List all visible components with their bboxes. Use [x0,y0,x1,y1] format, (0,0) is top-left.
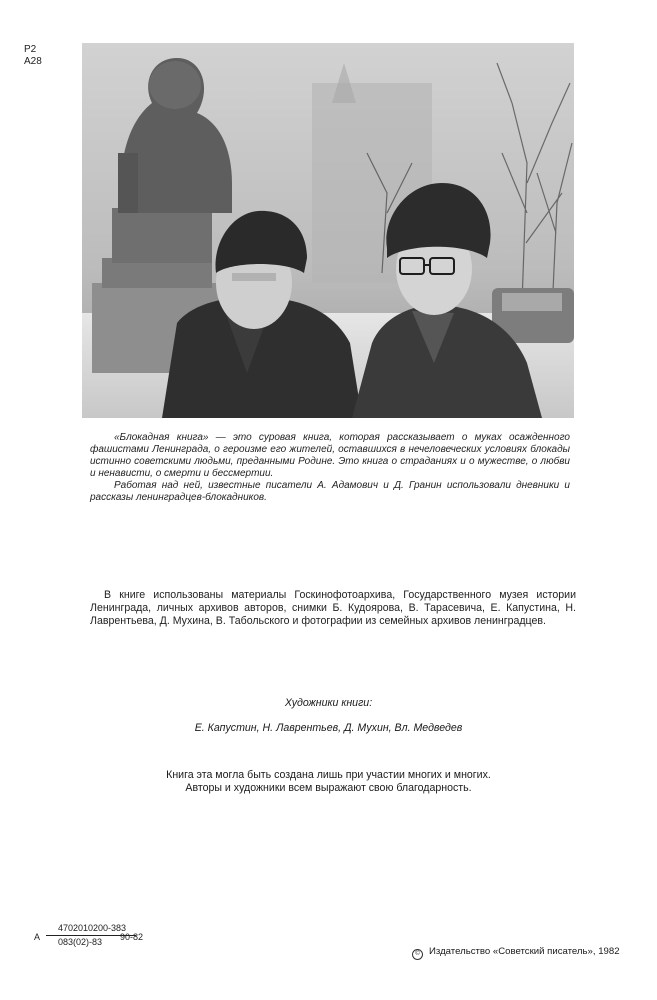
artists-names: Е. Капустин, Н. Лаврентьев, Д. Мухин, Вл. Медведев [194,722,463,734]
photo-illustration [82,43,574,418]
materials-paragraph: В книге использованы материалы Госкинофотоархива, Государственного музея истории Ленинграда, личных архивов авторов, снимки Б. Кудоярова, В. Тарасевича, Е. Капустина, Н. Лаврентьева, Д. Мухина, В. Табольского и фотографии из семейных архивов ленинградцев. [90,589,576,627]
bbk-line-2: А28 [24,56,42,67]
annotation-paragraph-2: Работая над ней, известные писатели А. Адамович и Д. Гранин использовали дневники и рассказы ленинградцев-блокадников. [90,480,570,503]
artists-heading: Художники книги: [284,697,373,709]
annotation-paragraph-1: «Блокадная книга» — это суровая книга, которая рассказывает о муках осажденного фашистами Ленинграда, о героизме его жителей, оставшихся в нечеловеческих условиях блокады истинно советскими людьми, преданными Родине. Это книга о страданиях и о мужестве, о любви и ненависти, о смерти и бессмертии. [90,432,570,479]
acknowledgement [0,769,657,795]
code-numerator: 4702010200-383 [58,923,127,933]
publisher-text: Издательство «Советский писатель», 1982 [429,946,620,957]
publisher-imprint [412,946,620,960]
bbk-line-1: Р2 [24,44,37,55]
acknowledgement-line-2: Авторы и художники всем выражают свою благодарность. [185,782,472,794]
copyright-icon: © [412,949,423,960]
authors-photograph [82,43,574,418]
bbk-classification [24,44,42,68]
code-denominator: 083(02)-83 [58,937,103,947]
acknowledgement-line-1: Книга эта могла быть создана лишь при участии многих и многих. [166,769,491,781]
code-suffix: 90-82 [120,932,144,942]
book-annotation [90,432,570,504]
code-letter: А [34,932,41,942]
materials-credits [90,589,576,628]
